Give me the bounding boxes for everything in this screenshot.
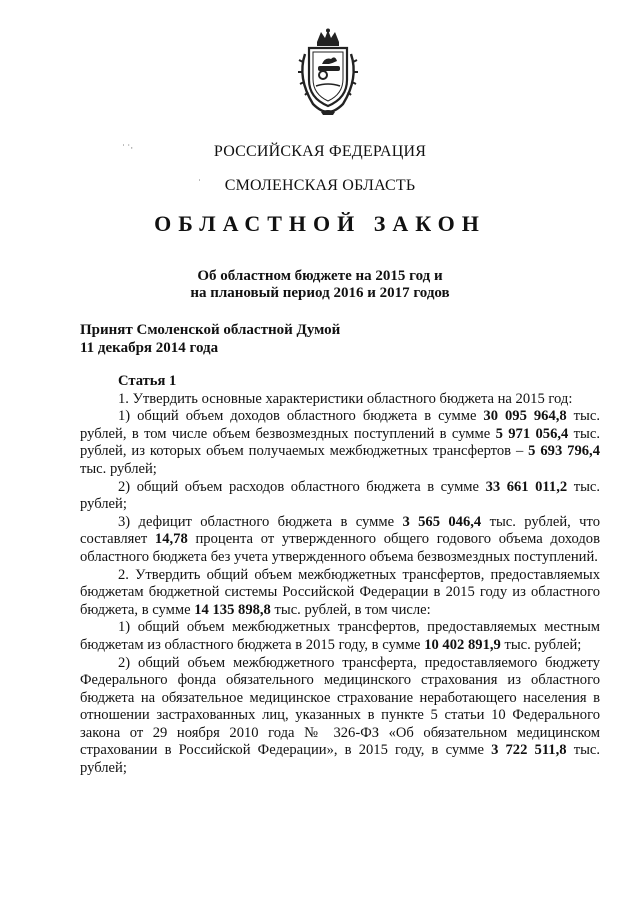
document-type-title: ОБЛАСТНОЙ ЗАКОН [154,211,486,236]
paragraph-1-3: 3) дефицит областного бюджета в сумме 3 565 046,4 тыс. рублей, что составляет 14,78 процента от утвержденного общего годового объема доходов областного бюджета без учета утвержденного объема безвозмездных поступлений. [80,513,600,565]
interbudget-transfers-value: 5 693 796,4 [528,443,600,460]
scan-speck: ˙ [198,178,201,188]
coat-of-arms-icon [291,28,365,116]
law-subject [0,268,640,302]
paragraph-1-2: 2) общий объем расходов областного бюджета в сумме 33 661 011,2 тыс. рублей; [80,478,600,513]
adoption-date: 11 декабря 2014 года [80,340,219,356]
country-heading: РОССИЙСКАЯ ФЕДЕРАЦИЯ [213,143,427,160]
paragraph-1: 1. Утвердить основные характеристики областного бюджета на 2015 год: [118,390,573,407]
paragraph-1-1: 1) общий объем доходов областного бюджета в сумме 30 095 964,8 тыс. рублей, в том числе объем безвозмездных поступлений в сумме 5 971 056,4 тыс. рублей, из которых объем получаемых межбюджетных трансфертов – 5 693 796,4 тыс. рублей; [80,408,600,477]
deficit-value: 3 565 046,4 [402,513,482,530]
gratuitous-receipts-value: 5 971 056,4 [495,425,569,442]
local-transfers-value: 10 402 891,9 [424,636,501,653]
total-expenditure-value: 33 661 011,2 [485,478,568,495]
law-subject-line-1: Об областном бюджете на 2015 год и [197,268,443,284]
region-heading: СМОЛЕНСКАЯ ОБЛАСТЬ [224,177,416,194]
paragraph-2-2: 2) общий объем межбюджетного трансферта, предоставляемого бюджету Федерального фонда обязательного медицинского страхования из областного бюджета на обязательное медицинское страхование неработающего населения в отношении застрахованных лиц, указанных в пункте 5 статьи 10 Федерального закона от 29 ноября 2010 года № 326-ФЗ «Об обязательном медицинском страховании в Российской Федерации», в 2015 году, в сумме 3 722 511,8 тыс. рублей; [80,654,601,777]
deficit-percent-value: 14,78 [154,531,188,548]
paragraph-2-1: 1) общий объем межбюджетных трансфертов, предоставляемых местным бюджетам из областного бюджета в 2015 году, в сумме 10 402 891,9 тыс. рублей; [80,619,600,653]
article-body [80,373,600,778]
scan-speck: ˙ ˙· [122,143,134,153]
total-revenue-value: 30 095 964,8 [483,408,567,425]
article-title: Статья 1 [118,373,177,389]
adoption-body: Принят Смоленской областной Думой [80,322,341,338]
paragraph-2: 2. Утвердить общий объем межбюджетных трансфертов, предоставляемых бюджетам бюджетной системы Российской Федерации в 2015 году из областного бюджета, в сумме 14 135 898,8 тыс. рублей, в том числе: [80,566,600,618]
adoption-info [80,321,340,357]
law-subject-line-2: на плановый период 2016 и 2017 годов [190,285,450,301]
medical-insurance-transfer-value: 3 722 511,8 [491,742,567,759]
transfers-total-value: 14 135 898,8 [194,601,271,618]
